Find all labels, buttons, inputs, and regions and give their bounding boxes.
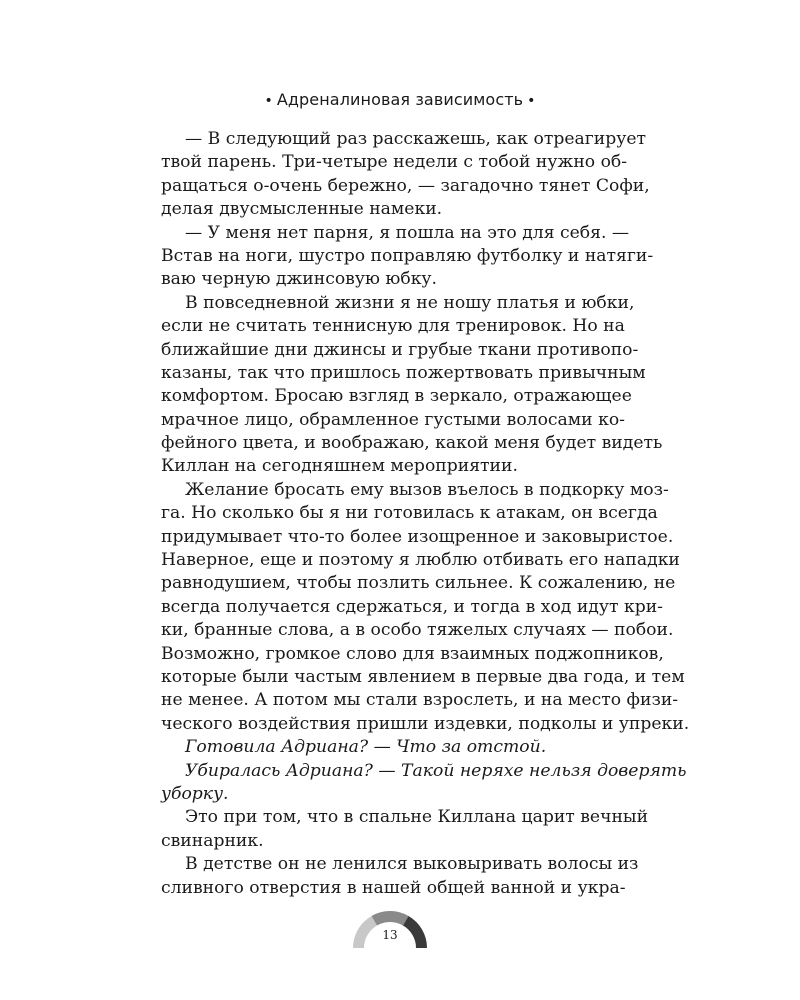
text-line: — У меня нет парня, я пошла на это для себя. — [185, 222, 630, 243]
arc-segment-mid [372, 911, 409, 925]
text-line: га. Но сколько бы я ни готовилась к атакам, он всегда [161, 503, 658, 524]
header-bullet-left: • [264, 93, 273, 109]
text-line: делая двусмысленные намеки. [161, 199, 443, 220]
text-line: комфортом. Бросаю взгляд в зеркало, отражающее [161, 386, 632, 407]
text-line: В повседневной жизни я не ношу платья и юбки, [185, 292, 635, 313]
text-line: Это при том, что в спальне Киллана царит вечный [185, 807, 649, 828]
text-line: Наверное, еще и поэтому я люблю отбивать его нападки [161, 550, 680, 571]
text-line: ваю черную джинсовую юбку. [161, 269, 438, 290]
text-line: Готовила Адриана? — Что за отстой. [185, 737, 547, 758]
text-line: которые были частым явлением в первые два года, и тем [161, 666, 685, 687]
paragraph [161, 806, 649, 853]
text-line: Встав на ноги, шустро поправляю футболку и натяги- [161, 245, 654, 266]
text-line: уборку. [161, 783, 229, 804]
text-line: ки, бранные слова, а в особо тяжелых случаях — побои. [161, 620, 674, 641]
text-line: Возможно, громкое слово для взаимных поджопников, [161, 643, 664, 664]
paragraph [161, 479, 690, 736]
text-line: — В следующий раз расскажешь, как отреагирует [185, 129, 647, 149]
text-line: свинарник. [161, 830, 264, 851]
paragraph [161, 853, 639, 900]
text-line: твой парень. Три-четыре недели с тобой нужно об- [161, 152, 628, 173]
paragraph [161, 128, 650, 222]
text-line: равнодушием, чтобы позлить сильнее. К сожалению, не [161, 573, 676, 594]
running-header [0, 90, 800, 109]
text-line: Киллан на сегодняшнем мероприятии. [161, 456, 518, 477]
text-line: если не считать теннисную для тренировок. Но на [161, 316, 625, 337]
paragraph [161, 292, 663, 479]
text-line: Убиралась Адриана? — Такой неряхе нельзя доверять [185, 760, 687, 781]
text-line: мрачное лицо, обрамленное густыми волосами ко- [161, 409, 625, 430]
text-line: сливного отверстия в нашей общей ванной и укра- [161, 877, 626, 898]
text-line: всегда получается сдержаться, и тогда в ход идут кри- [161, 596, 663, 617]
page-number: 13 [382, 928, 398, 942]
text-line: В детстве он не ленился выковыривать волосы из [185, 854, 639, 875]
text-line: придумывает что-то более изощренное и заковыристое. [161, 526, 674, 547]
text-line: ращаться о-очень бережно, — загадочно тянет Софи, [161, 175, 650, 196]
text-line: ближайшие дни джинсы и грубые ткани противопо- [161, 339, 639, 360]
text-line: фейного цвета, и воображаю, какой меня будет видеть [161, 433, 663, 454]
paragraph [161, 760, 687, 807]
text-line: Желание бросать ему вызов въелось в подкорку моз- [185, 479, 669, 500]
header-bullet-right: • [527, 93, 536, 109]
text-line: ческого воздействия пришли издевки, подколы и упреки. [161, 713, 690, 734]
running-header-title: Адреналиновая зависимость [276, 90, 524, 109]
text-line: не менее. А потом мы стали взрослеть, и на место физи- [161, 690, 679, 711]
paragraph [161, 222, 654, 292]
text-line: казаны, так что пришлось пожертвовать привычным [161, 362, 646, 383]
body-text [161, 128, 690, 900]
paragraph [161, 736, 615, 759]
